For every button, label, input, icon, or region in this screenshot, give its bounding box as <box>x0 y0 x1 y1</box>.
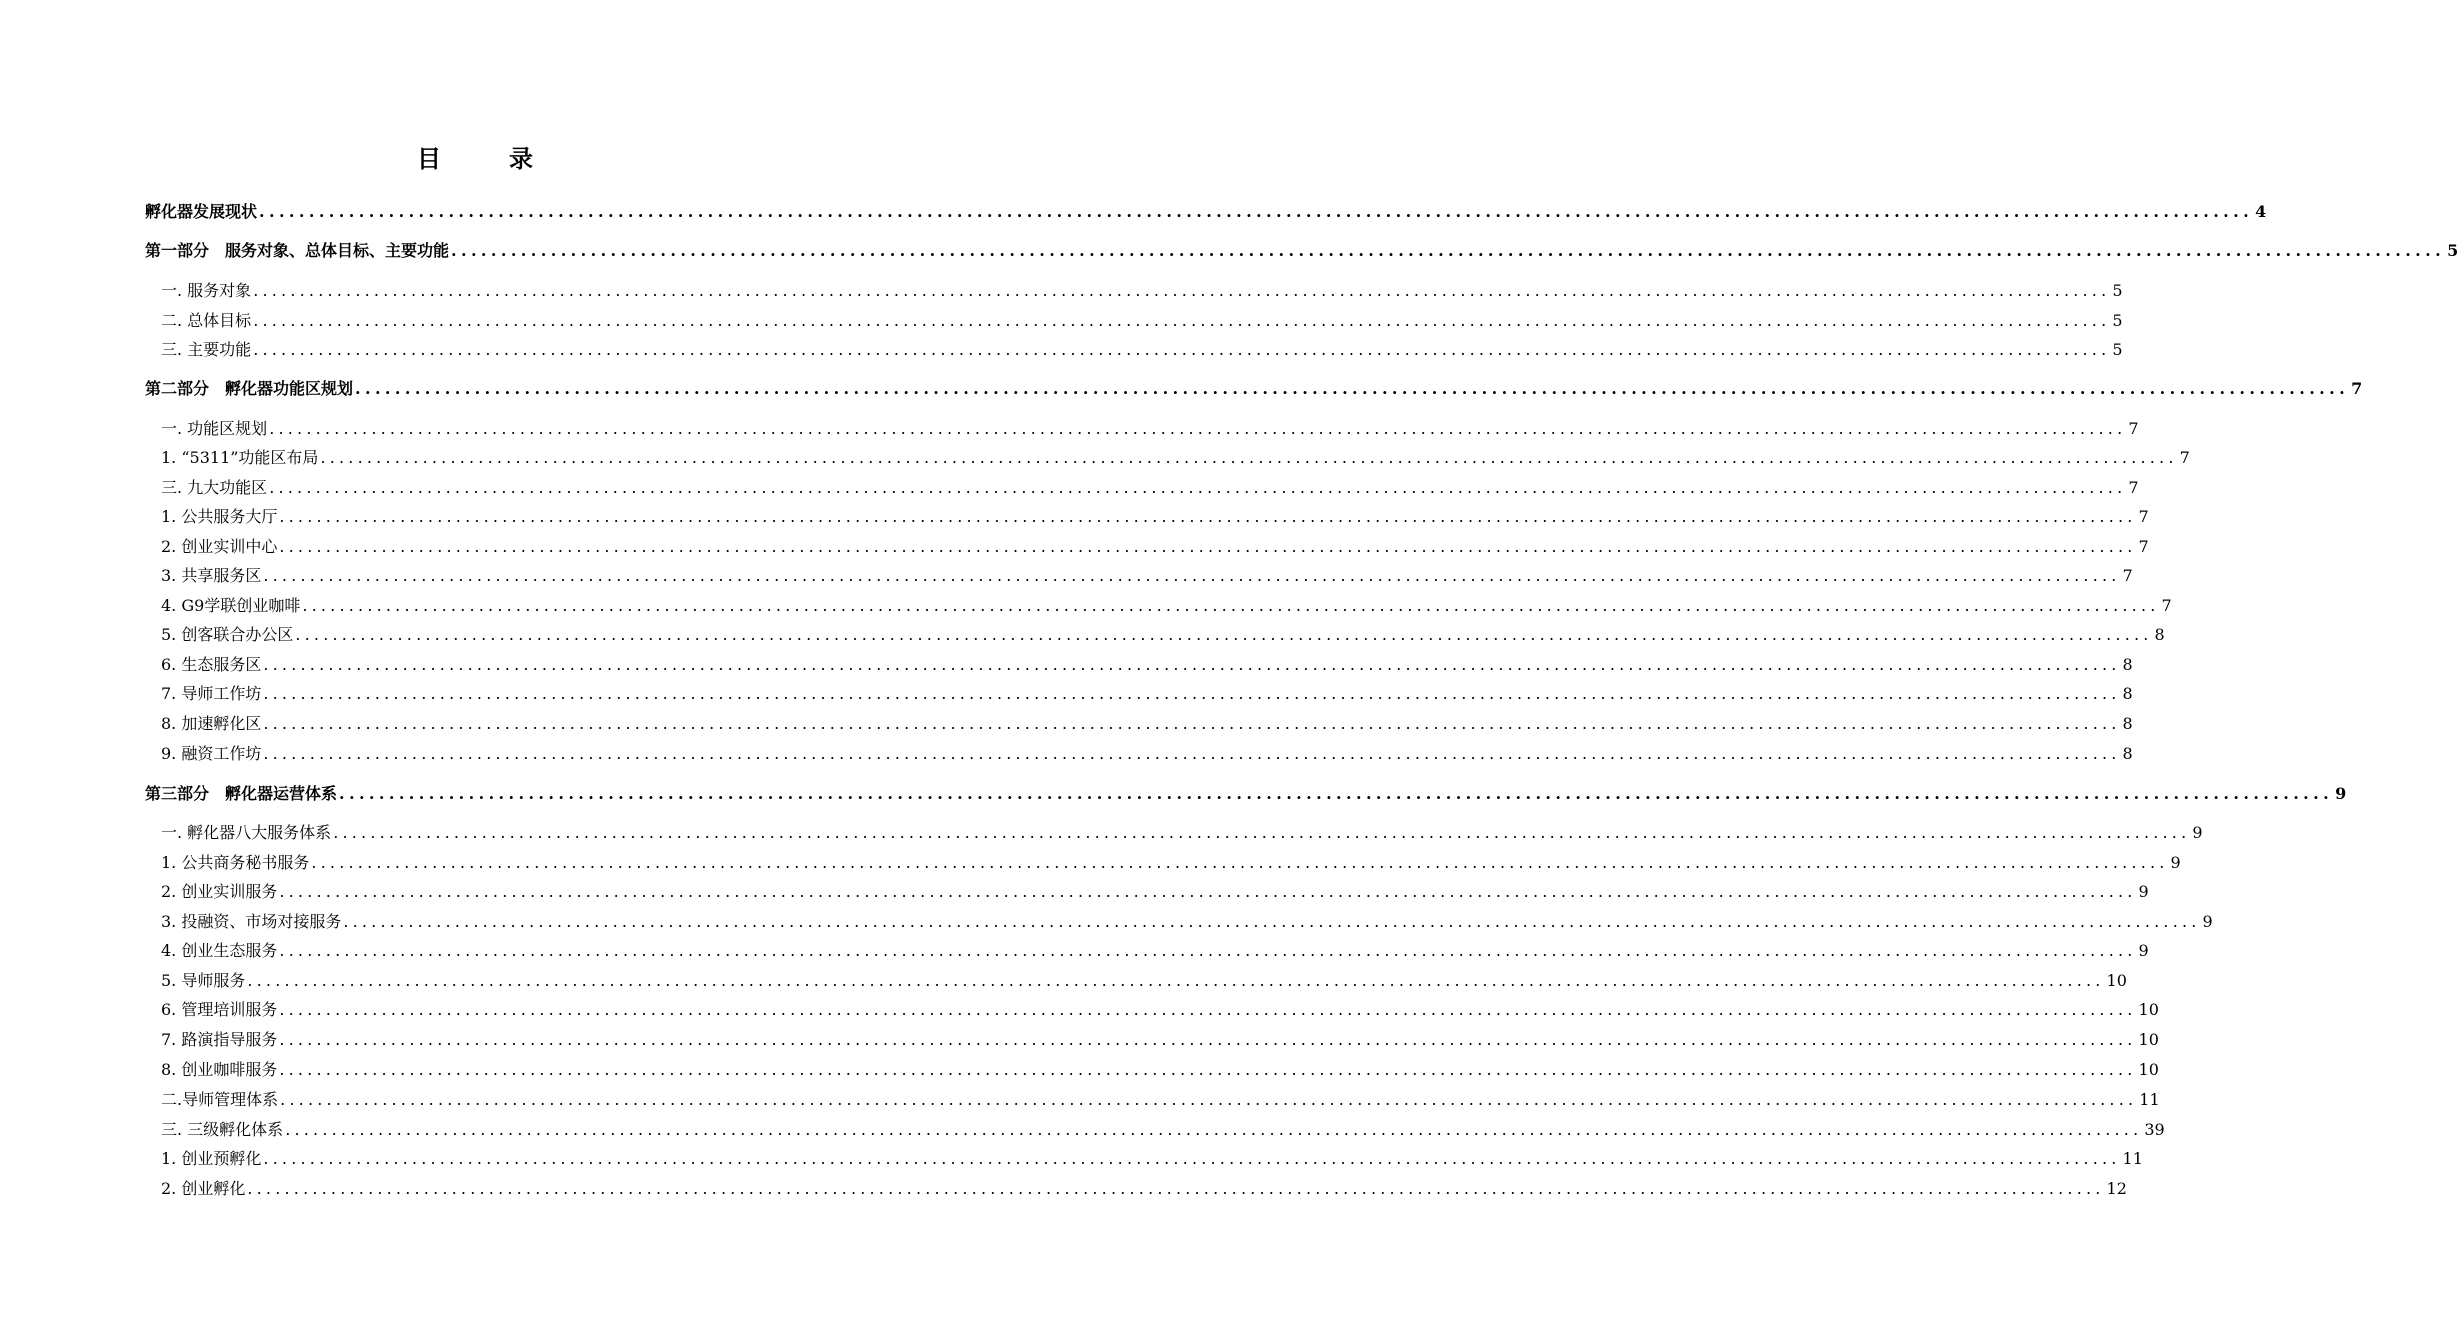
toc-entry-label: 7. 导师工作坊 <box>161 684 262 703</box>
toc-leader-dots: ........................................................................................................................................................................................................ <box>263 744 2121 763</box>
toc-entry-label: 6. 生态服务区 <box>161 655 262 674</box>
toc-page-number: 9 <box>2192 823 2203 842</box>
toc-entry[interactable] <box>145 310 2123 332</box>
toc-leader-dots: ........................................................................................................................................................................................................ <box>339 784 2334 803</box>
toc-leader-dots: ........................................................................................................................................................................................................ <box>279 507 2137 526</box>
toc-page-number: 7 <box>2128 419 2139 438</box>
toc-entry-label: 一. 功能区规划 <box>161 419 268 438</box>
toc-leader-dots: ........................................................................................................................................................................................................ <box>302 596 2160 615</box>
toc-page-number: 10 <box>2106 971 2127 990</box>
toc-leader-dots: ........................................................................................................................................................................................................ <box>320 448 2178 467</box>
toc-entry[interactable] <box>145 506 2149 528</box>
toc-entry[interactable] <box>145 240 2458 262</box>
toc-page-number: 8 <box>2122 684 2133 703</box>
toc-entry-label: 5. 创客联合办公区 <box>161 625 294 644</box>
toc-entry[interactable] <box>145 1148 2143 1170</box>
toc-leader-dots: ........................................................................................................................................................................................................ <box>279 537 2137 556</box>
toc-title: 目 录 <box>417 144 555 173</box>
toc-entry-label: 第一部分 服务对象、总体目标、主要功能 <box>145 241 450 260</box>
toc-leader-dots: ........................................................................................................................................................................................................ <box>451 241 2446 260</box>
toc-page-number: 7 <box>2122 566 2133 585</box>
toc-leader-dots: ........................................................................................................................................................................................................ <box>279 1000 2137 1019</box>
toc-page-number: 10 <box>2138 1000 2159 1019</box>
toc-page-number: 7 <box>2179 448 2190 467</box>
toc-entry[interactable] <box>145 783 2347 805</box>
toc-entry[interactable] <box>145 970 2127 992</box>
toc-entry-label: 孵化器发展现状 <box>145 202 258 221</box>
toc-entry-label: 5. 导师服务 <box>161 971 246 990</box>
toc-entry[interactable] <box>145 999 2159 1021</box>
toc-entry[interactable] <box>145 743 2133 765</box>
toc-leader-dots: ........................................................................................................................................................................................................ <box>269 478 2127 497</box>
table-of-contents <box>145 0 2458 1344</box>
toc-entry-label: 第二部分 孵化器功能区规划 <box>145 379 354 398</box>
toc-page-number: 8 <box>2122 744 2133 763</box>
toc-page-number: 5 <box>2112 281 2123 300</box>
toc-entry-label: 一. 服务对象 <box>161 281 252 300</box>
toc-entry[interactable] <box>145 852 2181 874</box>
toc-page-number: 10 <box>2138 1060 2159 1079</box>
toc-page-number: 5 <box>2447 241 2458 260</box>
toc-leader-dots: ........................................................................................................................................................................................................ <box>263 1149 2121 1168</box>
toc-page-number: 10 <box>2138 1030 2159 1049</box>
toc-entry-label: 2. 创业实训中心 <box>161 537 278 556</box>
toc-leader-dots: ........................................................................................................................................................................................................ <box>263 566 2121 585</box>
toc-leader-dots: ........................................................................................................................................................................................................ <box>269 419 2127 438</box>
toc-entry[interactable] <box>145 378 2363 400</box>
toc-entry[interactable] <box>145 624 2165 646</box>
toc-page-number: 7 <box>2351 379 2363 398</box>
toc-entry[interactable] <box>145 713 2133 735</box>
toc-leader-dots: ........................................................................................................................................................................................................ <box>253 340 2111 359</box>
toc-leader-dots: ........................................................................................................................................................................................................ <box>279 1030 2137 1049</box>
toc-entry[interactable] <box>145 280 2123 302</box>
toc-entry-label: 三. 主要功能 <box>161 340 252 359</box>
toc-page-number: 7 <box>2128 478 2139 497</box>
toc-page-number: 5 <box>2112 340 2123 359</box>
toc-entry[interactable] <box>145 822 2203 844</box>
toc-entry[interactable] <box>145 339 2123 361</box>
toc-entry-label: 一. 孵化器八大服务体系 <box>161 823 332 842</box>
toc-entry-label: 4. 创业生态服务 <box>161 941 278 960</box>
toc-entry-label: 1. “5311”功能区布局 <box>161 448 319 467</box>
toc-entry[interactable] <box>145 536 2149 558</box>
toc-entry[interactable] <box>145 1119 2165 1141</box>
toc-entry-label: 1. 公共商务秘书服务 <box>161 853 310 872</box>
toc-page-number: 9 <box>2335 784 2347 803</box>
toc-entry[interactable] <box>145 1059 2159 1081</box>
toc-page-number: 5 <box>2112 311 2123 330</box>
toc-page-number: 9 <box>2170 853 2181 872</box>
toc-entry-label: 二.导师管理体系 <box>161 1090 279 1109</box>
toc-entry[interactable] <box>145 881 2149 903</box>
toc-entry-label: 3. 投融资、市场对接服务 <box>161 912 342 931</box>
toc-leader-dots: ........................................................................................................................................................................................................ <box>259 202 2254 221</box>
toc-leader-dots: ........................................................................................................................................................................................................ <box>263 714 2121 733</box>
toc-entry-label: 8. 创业咖啡服务 <box>161 1060 278 1079</box>
toc-page-number: 12 <box>2106 1179 2127 1198</box>
toc-leader-dots: ........................................................................................................................................................................................................ <box>253 311 2111 330</box>
toc-page-number: 9 <box>2202 912 2213 931</box>
toc-page-number: 8 <box>2122 714 2133 733</box>
toc-page-number: 8 <box>2154 625 2165 644</box>
toc-entry-label: 8. 加速孵化区 <box>161 714 262 733</box>
toc-entry-label: 二. 总体目标 <box>161 311 252 330</box>
toc-entry[interactable] <box>145 1029 2159 1051</box>
toc-page-number: 9 <box>2138 882 2149 901</box>
toc-entry[interactable] <box>145 654 2133 676</box>
toc-entry-label: 三. 三级孵化体系 <box>161 1120 284 1139</box>
toc-entry-label: 6. 管理培训服务 <box>161 1000 278 1019</box>
toc-entry-label: 3. 共享服务区 <box>161 566 262 585</box>
toc-entry-label: 1. 公共服务大厅 <box>161 507 278 526</box>
toc-entry[interactable] <box>145 201 2267 223</box>
toc-entry[interactable] <box>145 940 2149 962</box>
toc-entry-label: 2. 创业实训服务 <box>161 882 278 901</box>
toc-leader-dots: ........................................................................................................................................................................................................ <box>295 625 2153 644</box>
toc-page-number: 7 <box>2138 537 2149 556</box>
toc-leader-dots: ........................................................................................................................................................................................................ <box>247 1179 2105 1198</box>
toc-entry[interactable] <box>145 447 2190 469</box>
toc-page-number: 39 <box>2144 1120 2165 1139</box>
toc-page-number: 7 <box>2161 596 2172 615</box>
toc-entry[interactable] <box>145 418 2139 440</box>
toc-entry[interactable] <box>145 1178 2127 1200</box>
toc-entry-label: 三. 九大功能区 <box>161 478 268 497</box>
toc-leader-dots: ........................................................................................................................................................................................................ <box>247 971 2105 990</box>
toc-entry-label: 9. 融资工作坊 <box>161 744 262 763</box>
toc-entry-label: 第三部分 孵化器运营体系 <box>145 784 338 803</box>
toc-leader-dots: ........................................................................................................................................................................................................ <box>263 655 2121 674</box>
toc-page-number: 11 <box>2139 1090 2160 1109</box>
toc-entry-label: 1. 创业预孵化 <box>161 1149 262 1168</box>
toc-page-number: 8 <box>2122 655 2133 674</box>
toc-leader-dots: ........................................................................................................................................................................................................ <box>280 1090 2138 1109</box>
toc-entry[interactable] <box>145 595 2172 617</box>
toc-leader-dots: ........................................................................................................................................................................................................ <box>285 1120 2143 1139</box>
toc-page-number: 4 <box>2255 202 2267 221</box>
toc-leader-dots: ........................................................................................................................................................................................................ <box>279 941 2137 960</box>
toc-leader-dots: ........................................................................................................................................................................................................ <box>333 823 2191 842</box>
toc-leader-dots: ........................................................................................................................................................................................................ <box>253 281 2111 300</box>
toc-entry-label: 7. 路演指导服务 <box>161 1030 278 1049</box>
toc-entry-label: 4. G9学联创业咖啡 <box>161 596 301 615</box>
toc-leader-dots: ........................................................................................................................................................................................................ <box>343 912 2201 931</box>
toc-entry[interactable] <box>145 683 2133 705</box>
toc-leader-dots: ........................................................................................................................................................................................................ <box>311 853 2169 872</box>
toc-leader-dots: ........................................................................................................................................................................................................ <box>279 1060 2137 1079</box>
toc-entry[interactable] <box>145 477 2139 499</box>
toc-entry[interactable] <box>145 911 2213 933</box>
toc-page-number: 11 <box>2122 1149 2143 1168</box>
toc-leader-dots: ........................................................................................................................................................................................................ <box>355 379 2350 398</box>
toc-leader-dots: ........................................................................................................................................................................................................ <box>279 882 2137 901</box>
toc-entry-label: 2. 创业孵化 <box>161 1179 246 1198</box>
toc-page-number: 7 <box>2138 507 2149 526</box>
toc-entry[interactable] <box>145 565 2133 587</box>
toc-entry[interactable] <box>145 1089 2160 1111</box>
toc-leader-dots: ........................................................................................................................................................................................................ <box>263 684 2121 703</box>
toc-page-number: 9 <box>2138 941 2149 960</box>
